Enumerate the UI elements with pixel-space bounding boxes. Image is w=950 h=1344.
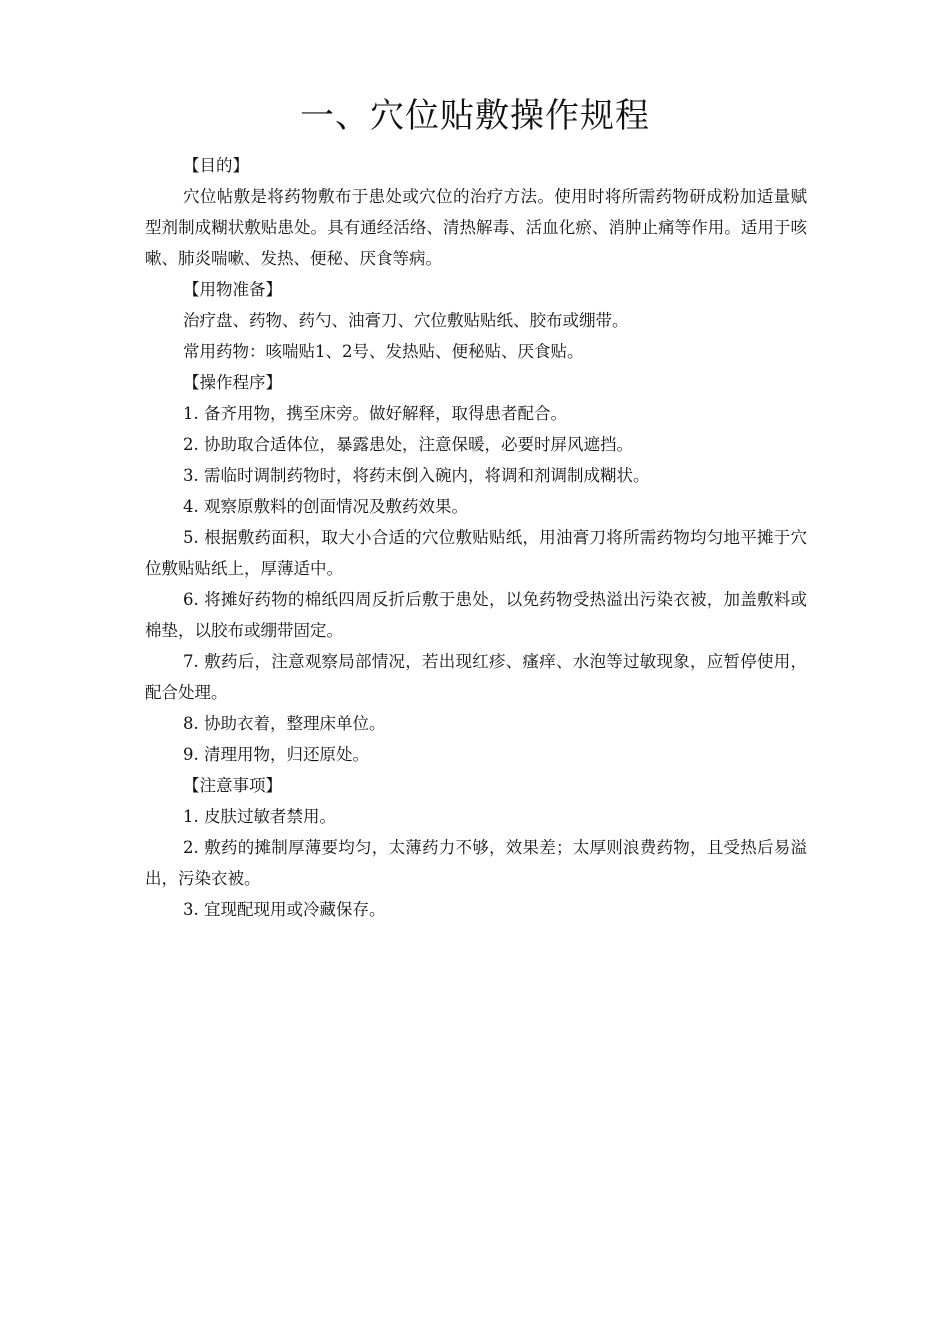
notes-item: 3. 宜现配现用或冷藏保存。 xyxy=(183,900,386,919)
procedure-step: 6. 将摊好药物的棉纸四周反折后敷于患处，以免药物受热溢出污染衣被，加盖敷料或棉垫，以胶布或绷带固定。 xyxy=(145,590,807,640)
notes-item: 2. 敷药的摊制厚薄要均匀，太薄药力不够，效果差；太厚则浪费药物，且受热后易溢出，污染衣被。 xyxy=(145,838,807,888)
supplies-heading: 【用物准备】 xyxy=(183,280,282,299)
purpose-text: 穴位帖敷是将药物敷布于患处或穴位的治疗方法。使用时将所需药物研成粉加适量赋型剂制成糊状敷贴患处。具有通经活络、清热解毒、活血化瘀、消肿止痛等作用。适用于咳嗽、肺炎喘嗽、发热、便秘、厌食等病。 xyxy=(145,187,807,268)
procedure-step: 1. 备齐用物，携至床旁。做好解释，取得患者配合。 xyxy=(183,404,567,423)
notes-item: 1. 皮肤过敏者禁用。 xyxy=(183,807,336,826)
notes-heading: 【注意事项】 xyxy=(183,776,282,795)
procedure-step: 7. 敷药后，注意观察局部情况，若出现红疹、瘙痒、水泡等过敏现象，应暂停使用，配合处理。 xyxy=(145,652,807,702)
procedure-step: 5. 根据敷药面积，取大小合适的穴位敷贴贴纸，用油膏刀将所需药物均匀地平摊于穴位敷贴贴纸上，厚薄适中。 xyxy=(145,528,807,578)
supplies-items: 治疗盘、药物、药勺、油膏刀、穴位敷贴贴纸、胶布或绷带。 xyxy=(183,311,629,330)
procedure-step: 8. 协助衣着，整理床单位。 xyxy=(183,714,386,733)
document-body xyxy=(145,150,807,925)
procedure-heading: 【操作程序】 xyxy=(183,373,282,392)
purpose-heading: 【目的】 xyxy=(183,156,249,175)
procedure-step: 2. 协助取合适体位，暴露患处，注意保暖，必要时屏风遮挡。 xyxy=(183,435,633,454)
procedure-step: 3. 需临时调制药物时，将药末倒入碗内，将调和剂调制成糊状。 xyxy=(183,466,650,485)
document-title: 一、穴位贴敷操作规程 xyxy=(300,96,650,136)
procedure-step: 9. 清理用物，归还原处。 xyxy=(183,745,369,764)
supplies-common-drugs: 常用药物：咳喘贴1、2号、发热贴、便秘贴、厌食贴。 xyxy=(183,342,584,361)
procedure-step: 4. 观察原敷料的创面情况及敷药效果。 xyxy=(183,497,468,516)
